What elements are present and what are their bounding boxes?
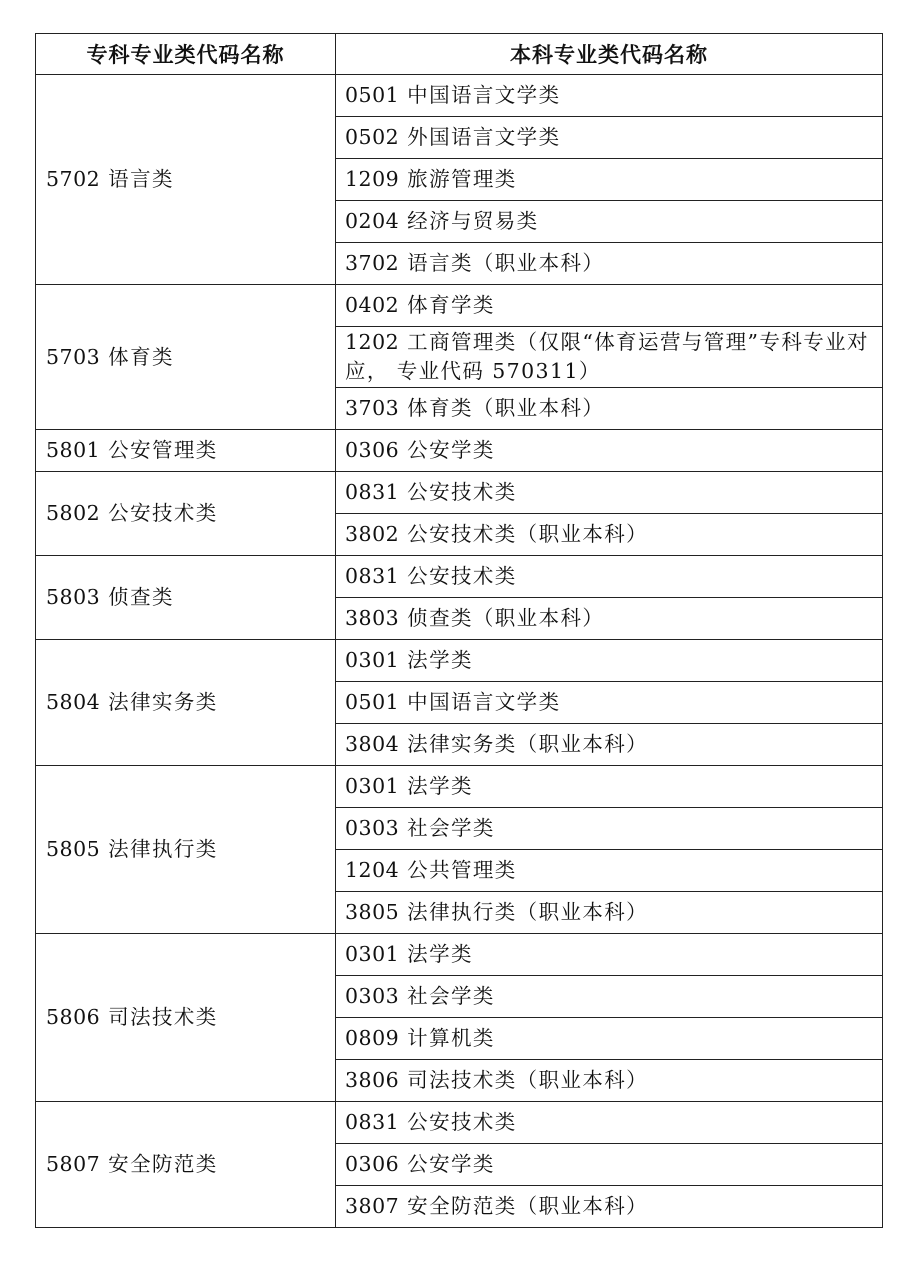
undergraduate-category-name: 法律实务类（职业本科） xyxy=(407,732,649,756)
table-row xyxy=(36,1102,883,1144)
undergraduate-category-code: 0809 xyxy=(345,1026,400,1050)
vocational-category-cell xyxy=(36,556,336,640)
undergraduate-category-name: 公安技术类 xyxy=(407,480,517,504)
undergraduate-category-cell xyxy=(336,766,883,808)
vocational-category-cell xyxy=(36,472,336,556)
undergraduate-category-cell xyxy=(336,892,883,934)
table-body xyxy=(36,75,883,1228)
undergraduate-category-code: 3703 xyxy=(345,396,400,420)
undergraduate-category-name: 体育学类 xyxy=(407,293,495,317)
vocational-category-code: 5804 xyxy=(46,690,101,714)
undergraduate-category-cell xyxy=(336,640,883,682)
undergraduate-category-cell xyxy=(336,724,883,766)
vocational-category-name: 法律实务类 xyxy=(108,690,218,714)
undergraduate-category-code: 0831 xyxy=(345,564,400,588)
undergraduate-category-cell xyxy=(336,117,883,159)
undergraduate-category-cell xyxy=(336,388,883,430)
vocational-category-cell xyxy=(36,766,336,934)
undergraduate-category-cell xyxy=(336,808,883,850)
undergraduate-category-cell xyxy=(336,75,883,117)
vocational-category-cell xyxy=(36,934,336,1102)
vocational-category-code: 5802 xyxy=(46,501,101,525)
undergraduate-category-name: 公安技术类（职业本科） xyxy=(407,522,649,546)
vocational-category-code: 5702 xyxy=(46,167,101,191)
undergraduate-category-cell xyxy=(336,514,883,556)
header-row xyxy=(36,34,883,75)
undergraduate-category-code: 3803 xyxy=(345,606,400,630)
undergraduate-category-name: 公安学类 xyxy=(407,1152,495,1176)
vocational-category-code: 5801 xyxy=(46,438,101,462)
undergraduate-category-code: 3702 xyxy=(345,251,400,275)
header-undergraduate-category: 本科专业类代码名称 xyxy=(336,34,883,75)
undergraduate-category-cell xyxy=(336,472,883,514)
undergraduate-category-code: 3805 xyxy=(345,900,400,924)
undergraduate-category-name: 中国语言文学类 xyxy=(407,83,561,107)
undergraduate-category-name: 外国语言文学类 xyxy=(407,125,561,149)
undergraduate-category-name: 司法技术类（职业本科） xyxy=(407,1068,649,1092)
undergraduate-category-code: 0301 xyxy=(345,942,400,966)
undergraduate-category-code: 0501 xyxy=(345,83,400,107)
undergraduate-category-code: 0306 xyxy=(345,1152,400,1176)
undergraduate-category-cell xyxy=(336,598,883,640)
undergraduate-category-code: 0831 xyxy=(345,1110,400,1134)
undergraduate-category-name: 公安技术类 xyxy=(407,1110,517,1134)
undergraduate-category-cell xyxy=(336,327,883,388)
undergraduate-category-name: 安全防范类（职业本科） xyxy=(407,1194,649,1218)
undergraduate-category-code: 3804 xyxy=(345,732,400,756)
vocational-category-code: 5803 xyxy=(46,585,101,609)
undergraduate-category-name: 计算机类 xyxy=(407,1026,495,1050)
vocational-category-name: 司法技术类 xyxy=(108,1005,218,1029)
vocational-category-cell xyxy=(36,1102,336,1228)
undergraduate-category-name: 旅游管理类 xyxy=(407,167,517,191)
undergraduate-category-cell xyxy=(336,934,883,976)
undergraduate-category-cell xyxy=(336,1186,883,1228)
undergraduate-category-cell xyxy=(336,850,883,892)
undergraduate-category-code: 0204 xyxy=(345,209,400,233)
undergraduate-category-code: 0301 xyxy=(345,648,400,672)
undergraduate-category-name: 法学类 xyxy=(407,648,473,672)
undergraduate-category-code: 1202 xyxy=(345,330,400,354)
undergraduate-category-name: 工商管理类（仅限“体育运营与管理”专科专业对应， 专业代码 570311） xyxy=(345,330,869,383)
vocational-category-name: 公安技术类 xyxy=(108,501,218,525)
undergraduate-category-cell xyxy=(336,201,883,243)
undergraduate-category-cell xyxy=(336,159,883,201)
undergraduate-category-cell xyxy=(336,243,883,285)
table-row xyxy=(36,285,883,327)
undergraduate-category-cell xyxy=(336,285,883,327)
table-row xyxy=(36,934,883,976)
undergraduate-category-code: 0831 xyxy=(345,480,400,504)
major-mapping-table xyxy=(35,33,883,1228)
undergraduate-category-code: 1209 xyxy=(345,167,400,191)
table-row xyxy=(36,75,883,117)
undergraduate-category-code: 1204 xyxy=(345,858,400,882)
undergraduate-category-code: 0402 xyxy=(345,293,400,317)
vocational-category-cell xyxy=(36,430,336,472)
undergraduate-category-cell xyxy=(336,1102,883,1144)
table-row xyxy=(36,640,883,682)
undergraduate-category-cell xyxy=(336,556,883,598)
undergraduate-category-code: 0301 xyxy=(345,774,400,798)
vocational-category-name: 侦查类 xyxy=(108,585,174,609)
undergraduate-category-name: 法学类 xyxy=(407,942,473,966)
undergraduate-category-name: 公安技术类 xyxy=(407,564,517,588)
undergraduate-category-code: 0502 xyxy=(345,125,400,149)
undergraduate-category-name: 体育类（职业本科） xyxy=(407,396,605,420)
undergraduate-category-code: 0306 xyxy=(345,438,400,462)
vocational-category-name: 体育类 xyxy=(108,344,174,369)
undergraduate-category-cell xyxy=(336,1018,883,1060)
undergraduate-category-cell xyxy=(336,1060,883,1102)
undergraduate-category-code: 0501 xyxy=(345,690,400,714)
undergraduate-category-code: 3806 xyxy=(345,1068,400,1092)
undergraduate-category-code: 0303 xyxy=(345,984,400,1008)
header-vocational-category: 专科专业类代码名称 xyxy=(36,34,336,75)
table-row xyxy=(36,430,883,472)
undergraduate-category-code: 0303 xyxy=(345,816,400,840)
undergraduate-category-cell xyxy=(336,976,883,1018)
undergraduate-category-name: 法律执行类（职业本科） xyxy=(407,900,649,924)
vocational-category-code: 5703 xyxy=(46,344,101,369)
undergraduate-category-code: 3802 xyxy=(345,522,400,546)
undergraduate-category-name: 社会学类 xyxy=(407,816,495,840)
undergraduate-category-cell xyxy=(336,1144,883,1186)
vocational-category-code: 5805 xyxy=(46,837,101,861)
table-row xyxy=(36,472,883,514)
undergraduate-category-name: 公共管理类 xyxy=(407,858,517,882)
vocational-category-cell xyxy=(36,75,336,285)
undergraduate-category-name: 经济与贸易类 xyxy=(407,209,539,233)
undergraduate-category-name: 法学类 xyxy=(407,774,473,798)
table-row xyxy=(36,556,883,598)
undergraduate-category-name: 社会学类 xyxy=(407,984,495,1008)
vocational-category-name: 公安管理类 xyxy=(108,438,218,462)
vocational-category-cell xyxy=(36,285,336,430)
vocational-category-name: 语言类 xyxy=(108,167,174,191)
undergraduate-category-name: 侦查类（职业本科） xyxy=(407,606,605,630)
undergraduate-category-name: 中国语言文学类 xyxy=(407,690,561,714)
undergraduate-category-cell xyxy=(336,430,883,472)
undergraduate-category-name: 公安学类 xyxy=(407,438,495,462)
table-row xyxy=(36,766,883,808)
undergraduate-category-code: 3807 xyxy=(345,1194,400,1218)
vocational-category-name: 法律执行类 xyxy=(108,837,218,861)
vocational-category-name: 安全防范类 xyxy=(108,1152,218,1176)
vocational-category-code: 5807 xyxy=(46,1152,101,1176)
undergraduate-category-cell xyxy=(336,682,883,724)
undergraduate-category-name: 语言类（职业本科） xyxy=(407,251,605,275)
vocational-category-code: 5806 xyxy=(46,1005,101,1029)
vocational-category-cell xyxy=(36,640,336,766)
